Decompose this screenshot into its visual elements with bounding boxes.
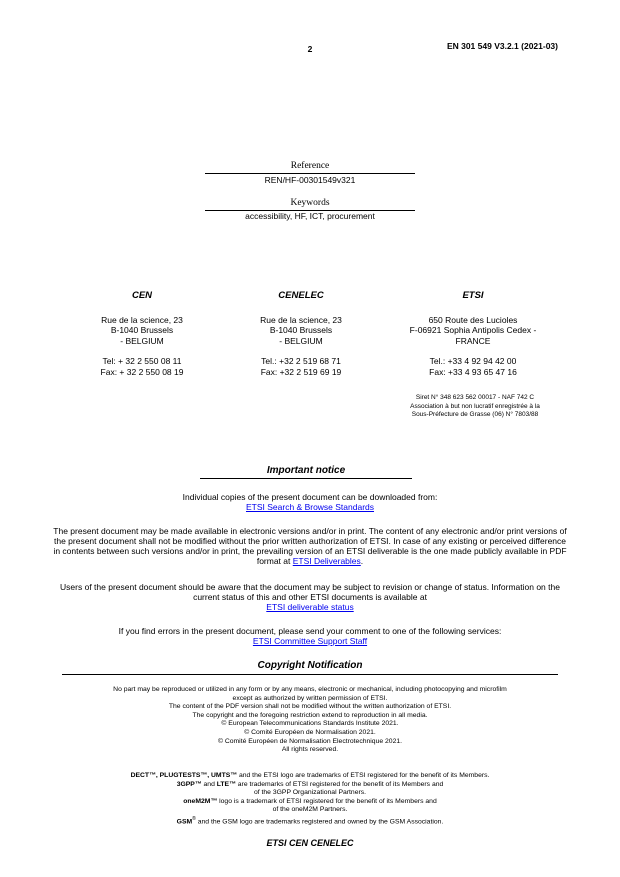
etsi-committee-support-link[interactable]: ETSI Committee Support Staff bbox=[252, 636, 368, 646]
copyright-line: © European Telecommunications Standards Institute 2021. bbox=[221, 720, 399, 728]
org-fax: Fax: + 32 2 550 08 19 bbox=[100, 366, 184, 377]
org-cen bbox=[57, 291, 227, 377]
copyright-line: The content of the PDF version shall not be modified without the written authorization of ETSI. bbox=[168, 703, 452, 711]
electronic-version-paragraph: The present document may be made available in electronic versions and/or in print. The content of any electronic and/or print versions of the present document shall not be modified without the prior written authorization of ETSI. In case of any existing or perceived difference in contents between such versions and/or in print, the prevailing version of an ETSI deliverable is the one made publicly available in PDF format at ETSI Deliverables. bbox=[53, 526, 567, 566]
copyright-line: All rights reserved. bbox=[281, 746, 339, 754]
etsi-deliverables-link[interactable]: ETSI Deliverables bbox=[292, 556, 361, 566]
electronic-text: The present document may be made available in electronic versions and/or in print. The content of any electronic and/or print versions of the present document shall not be modified without the prior written authorization of ETSI. In case of any existing or perceived difference in contents between such versions and/or in print, the prevailing version of an ETSI deliverable is the one made publicly available in PDF format at bbox=[53, 526, 567, 566]
org-address-line: 650 Route des Lucioles bbox=[428, 314, 518, 325]
org-name: CENELEC bbox=[278, 290, 324, 301]
org-address-line: FRANCE bbox=[455, 335, 491, 346]
copyright-line: © Comité Européen de Normalisation 2021. bbox=[244, 728, 376, 736]
org-tel: Tel.: +32 2 519 68 71 bbox=[261, 356, 341, 366]
org-address-line: - BELGIUM bbox=[279, 335, 323, 346]
org-etsi bbox=[388, 291, 558, 377]
etsi-search-link[interactable]: ETSI Search & Browse Standards bbox=[245, 502, 375, 512]
org-address-line: B-1040 Brussels bbox=[269, 325, 333, 335]
page-number: 2 bbox=[307, 44, 313, 54]
keywords-label: Keywords bbox=[290, 198, 330, 208]
document-id: EN 301 549 V3.2.1 (2021-03) bbox=[446, 41, 558, 51]
errors-paragraph bbox=[40, 626, 580, 646]
org-cenelec bbox=[216, 291, 386, 377]
org-tel: Tel.: +33 4 92 94 42 00 bbox=[429, 356, 517, 366]
status-paragraph bbox=[60, 582, 560, 612]
org-address-line: - BELGIUM bbox=[120, 335, 164, 346]
reference-value: REN/HF-00301549v321 bbox=[264, 175, 356, 185]
siret-block bbox=[390, 394, 560, 420]
trademark-dect: DECT™, PLUGTESTS™, UMTS™ and the ETSI logo are trademarks of ETSI registered for the benefit of its Members. bbox=[130, 772, 490, 779]
trademarks-block bbox=[40, 772, 580, 827]
siret-line: Siret N° 348 623 562 00017 - NAF 742 C bbox=[415, 394, 535, 401]
errors-text: If you find errors in the present document, please send your comment to one of the following services: bbox=[118, 626, 502, 636]
etsi-deliverable-status-link[interactable]: ETSI deliverable status bbox=[266, 602, 354, 612]
org-name: ETSI bbox=[462, 290, 484, 301]
download-text: Individual copies of the present document can be downloaded from: bbox=[182, 492, 438, 502]
trademark-3gpp-line2: of the 3GPP Organizational Partners. bbox=[253, 789, 367, 797]
footer: ETSI CEN CENELEC bbox=[266, 838, 354, 848]
org-address-line: B-1040 Brussels bbox=[110, 325, 174, 335]
status-text: Users of the present document should be aware that the document may be subject to revision or change of status. Information on the current status of this and other ETSI documents is available at bbox=[60, 582, 560, 602]
org-fax: Fax: +33 4 93 65 47 16 bbox=[429, 366, 517, 377]
download-paragraph bbox=[40, 492, 580, 512]
copyright-line: except as authorized by written permission of ETSI. bbox=[232, 694, 388, 702]
siret-line: Sous-Préfecture de Grasse (06) N° 7803/88 bbox=[411, 411, 539, 418]
org-address-line: F-06921 Sophia Antipolis Cedex - bbox=[409, 325, 537, 335]
copyright-line: No part may be reproduced or utilized in any form or by any means, electronic or mechanical, including photocopying and microfilm bbox=[113, 686, 507, 693]
copyright-heading: Copyright Notification bbox=[257, 660, 363, 671]
copyright-line: The copyright and the foregoing restriction extend to reproduction in all media. bbox=[192, 711, 428, 719]
org-address-line: Rue de la science, 23 bbox=[101, 314, 183, 325]
copyright-text bbox=[40, 686, 580, 755]
trademark-onem2m: oneM2M™ logo is a trademark of ETSI registered for the benefit of its Members and bbox=[183, 797, 437, 805]
copyright-divider bbox=[62, 674, 558, 675]
important-notice-divider bbox=[200, 478, 412, 479]
org-address-line: Rue de la science, 23 bbox=[260, 314, 342, 325]
trademark-onem2m-line2: of the oneM2M Partners. bbox=[272, 806, 348, 814]
reference-label: Reference bbox=[290, 161, 330, 171]
trademark-gsm: GSM® and the GSM logo are trademarks registered and owned by the GSM Association. bbox=[176, 815, 444, 826]
org-fax: Fax: +32 2 519 69 19 bbox=[260, 366, 342, 377]
org-name: CEN bbox=[131, 290, 153, 301]
trademark-3gpp: 3GPP™ and LTE™ are trademarks of ETSI registered for the benefit of its Members and bbox=[176, 780, 444, 788]
siret-line: Association à but non lucratif enregistrée à la bbox=[410, 402, 540, 410]
keywords-value: accessibility, HF, ICT, procurement bbox=[245, 211, 375, 221]
important-notice-heading: Important notice bbox=[266, 465, 346, 476]
org-tel: Tel: + 32 2 550 08 11 bbox=[102, 356, 182, 366]
reference-divider bbox=[205, 173, 415, 174]
copyright-line: © Comité Européen de Normalisation Electrotechnique 2021. bbox=[217, 737, 403, 745]
